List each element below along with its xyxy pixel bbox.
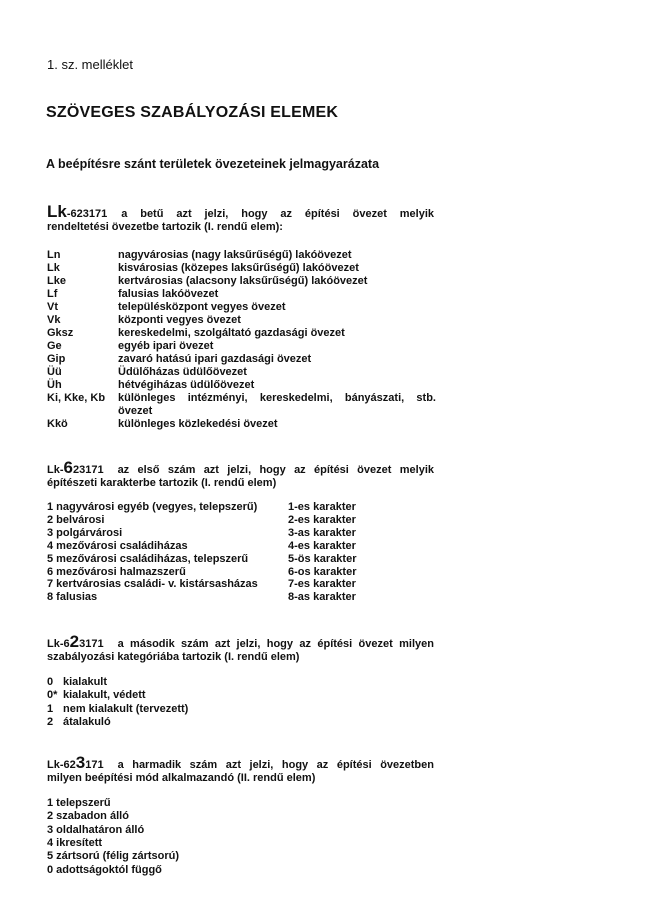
section3-text-line2: szabályozási kategóriába tartozik (I. rendű elem) <box>47 651 300 663</box>
character-name: 2 belvárosi <box>47 513 105 526</box>
character-code: 4-es karakter <box>288 539 356 552</box>
section1-code: Lk-623171 <box>47 202 108 221</box>
category-row <box>47 716 111 728</box>
character-row <box>47 578 356 591</box>
section2-code: Lk-623171 <box>47 458 104 477</box>
character-code: 7-es karakter <box>288 578 356 591</box>
section4-text-line1: a harmadik szám azt jelzi, hogy az építési övezetben <box>117 759 434 771</box>
zone-code: Ln <box>47 249 61 261</box>
zone-description: kereskedelmi, szolgáltató gazdasági övezet <box>118 327 345 339</box>
section1-text-line1: a betű azt jelzi, hogy az építési övezet melyik <box>121 208 434 220</box>
zone-code: Ki, Kke, Kb <box>47 392 106 404</box>
zone-code: Üh <box>47 379 62 391</box>
page-title: SZÖVEGES SZABÁLYOZÁSI ELEMEK <box>46 104 339 121</box>
character-row <box>47 565 357 578</box>
zone-code: Gksz <box>47 327 74 339</box>
section2-text-line2: építészeti karakterbe tartozik (I. rendű elem) <box>47 477 277 489</box>
zone-description: zavaró hatású ipari gazdasági övezet <box>118 353 312 365</box>
zone-code: Kkö <box>47 418 68 430</box>
section3-code: Lk-623171 <box>47 632 104 651</box>
character-row <box>47 501 356 513</box>
section2-text-line1: az első szám azt jelzi, hogy az építési övezet melyik <box>117 464 434 476</box>
character-code: 6-os karakter <box>288 565 357 578</box>
category-code: 2 <box>47 715 54 728</box>
annex-label: 1. sz. melléklet <box>47 57 133 72</box>
character-code: 1-es karakter <box>288 501 356 513</box>
zone-description: településközpont vegyes övezet <box>118 301 286 313</box>
building-mode-row: 3 oldalhatáron álló <box>47 823 145 836</box>
character-name: 7 kertvárosias családi- v. kistársasházas <box>47 578 258 591</box>
zone-description: kertvárosias (alacsony laksűrűségű) lakóövezet <box>118 275 368 287</box>
category-description: nem kialakult (tervezett) <box>63 702 189 715</box>
section2-intro <box>47 458 434 490</box>
zone-description: kisvárosias (közepes laksűrűségű) lakóövezet <box>118 262 359 274</box>
zone-description: falusias lakóövezet <box>118 288 219 300</box>
zone-description: egyéb ipari övezet <box>118 340 214 352</box>
character-row <box>47 526 356 539</box>
category-description: kialakult <box>63 676 108 688</box>
zone-code: Vk <box>47 314 61 326</box>
zone-code: Ge <box>47 340 62 352</box>
character-code: 2-es karakter <box>288 513 356 526</box>
category-code: 0* <box>47 689 58 702</box>
section1-intro <box>47 202 434 234</box>
character-name: 6 mezővárosi halmazszerű <box>47 565 186 578</box>
character-code: 3-as karakter <box>288 526 356 539</box>
zone-description: különleges közlekedési övezet <box>118 418 278 430</box>
character-code: 5-ös karakter <box>288 552 357 565</box>
category-description: kialakult, védett <box>63 689 146 702</box>
zone-code: Lf <box>47 288 58 300</box>
section4-text-line2: milyen beépítési mód alkalmazandó (II. rendű elem) <box>47 772 316 784</box>
zone-description: különleges intézményi, kereskedelmi, bányászati, stb. övezet <box>118 392 436 417</box>
section4-code: Lk-623171 <box>47 753 104 772</box>
category-row <box>47 703 188 715</box>
character-name: 8 falusias <box>47 591 98 604</box>
building-mode-row: 4 ikresített <box>47 836 103 849</box>
category-description: átalakuló <box>63 715 111 728</box>
zone-code: Gip <box>47 353 66 365</box>
zone-description: központi vegyes övezet <box>118 314 241 326</box>
character-row <box>47 539 356 552</box>
category-row <box>47 689 146 701</box>
zone-code: Üü <box>47 366 62 378</box>
category-row <box>47 676 107 688</box>
section3-text-line1: a második szám azt jelzi, hogy az építési övezet milyen <box>117 638 434 650</box>
character-name: 1 nagyvárosi egyéb (vegyes, telepszerű) <box>47 501 258 513</box>
character-code: 8-as karakter <box>288 591 356 604</box>
building-mode-row: 5 zártsorú (félig zártsorú) <box>47 850 180 863</box>
character-row <box>47 591 356 604</box>
section4-intro <box>47 753 434 785</box>
character-name: 4 mezővárosi családiházas <box>47 539 188 552</box>
building-mode-row: 0 adottságoktól függő <box>47 863 162 876</box>
building-mode-row: 1 telepszerű <box>47 797 111 809</box>
section3-intro <box>47 632 434 664</box>
character-name: 3 polgárvárosi <box>47 526 123 539</box>
zone-code: Lke <box>47 275 66 287</box>
building-mode-row: 2 szabadon álló <box>47 810 129 823</box>
section1-text-line2: rendeltetési övezetbe tartozik (I. rendű elem): <box>47 221 283 233</box>
zone-description: hétvégiházas üdülőövezet <box>118 379 255 391</box>
zone-code: Vt <box>47 301 58 313</box>
zone-description: nagyvárosias (nagy laksűrűségű) lakóövezet <box>118 249 352 261</box>
zone-description: Üdülőházas üdülőövezet <box>118 366 247 378</box>
category-code: 0 <box>47 676 54 688</box>
page-subtitle: A beépítésre szánt területek övezeteinek jelmagyarázata <box>46 157 380 171</box>
character-row <box>47 513 356 526</box>
character-row <box>47 552 357 565</box>
category-code: 1 <box>47 702 54 715</box>
zone-code: Lk <box>47 262 60 274</box>
character-name: 5 mezővárosi családiházas, telepszerű <box>47 552 249 565</box>
